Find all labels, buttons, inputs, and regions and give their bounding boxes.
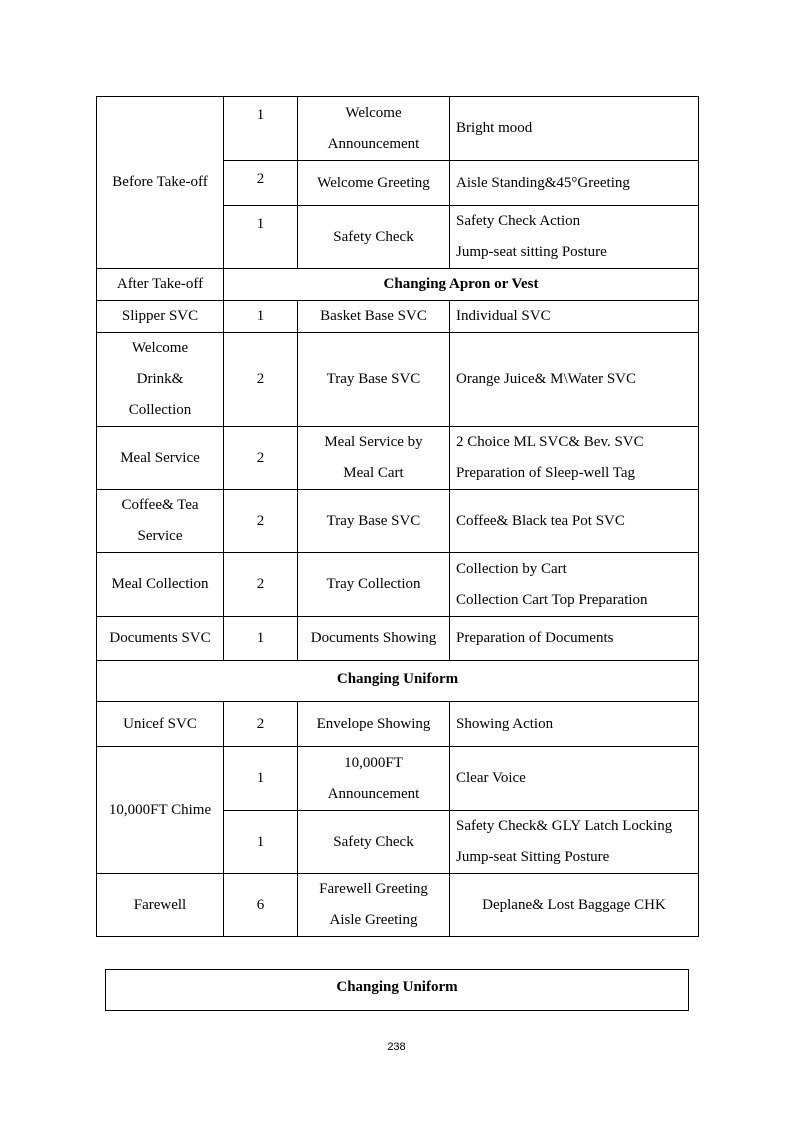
- task-cell: [298, 427, 450, 490]
- task-cell: [298, 97, 450, 161]
- count-cell: 1: [224, 617, 298, 661]
- span-cell: Changing Uniform: [97, 661, 699, 702]
- note-cell: Deplane& Lost Baggage CHK: [450, 874, 699, 937]
- phase-cell: After Take-off: [97, 269, 224, 301]
- task-line: Aisle Greeting: [329, 912, 418, 928]
- task-cell: Tray Collection: [298, 553, 450, 617]
- note-line: Jump-seat Sitting Posture: [456, 849, 610, 865]
- table-row: [97, 702, 699, 747]
- note-line: Preparation of Sleep-well Tag: [456, 465, 636, 481]
- table-row: [97, 269, 699, 301]
- note-cell: [450, 811, 699, 874]
- note-cell: Orange Juice& M\Water SVC: [450, 333, 699, 427]
- count-cell: 1: [224, 811, 298, 874]
- task-cell: Basket Base SVC: [298, 301, 450, 333]
- table-row: [97, 874, 699, 937]
- count-cell: 2: [224, 553, 298, 617]
- table-row: [97, 747, 699, 811]
- count-cell: 6: [224, 874, 298, 937]
- count-cell: 1: [224, 97, 298, 161]
- note-cell: Coffee& Black tea Pot SVC: [450, 490, 699, 553]
- task-cell: Welcome Greeting: [298, 161, 450, 206]
- phase-cell: [97, 333, 224, 427]
- phase-line: Welcome: [131, 340, 189, 356]
- count-cell: 2: [224, 702, 298, 747]
- count-cell: 1: [224, 301, 298, 333]
- note-line: Safety Check Action: [456, 213, 581, 229]
- note-cell: Preparation of Documents: [450, 617, 699, 661]
- phase-line: Collection: [128, 402, 192, 418]
- task-cell: Documents Showing: [298, 617, 450, 661]
- phase-cell: Meal Collection: [97, 553, 224, 617]
- note-cell: Showing Action: [450, 702, 699, 747]
- note-cell: [450, 206, 699, 269]
- table-row: [97, 490, 699, 553]
- task-cell: Envelope Showing: [298, 702, 450, 747]
- count-cell: 1: [224, 747, 298, 811]
- phase-line: Coffee& Tea: [121, 497, 199, 513]
- phase-cell: [97, 490, 224, 553]
- note-line: Jump-seat sitting Posture: [456, 244, 607, 260]
- table-row: [97, 97, 699, 161]
- phase-cell: Before Take-off: [97, 97, 224, 269]
- task-line: Announcement: [327, 785, 420, 802]
- count-cell: 1: [224, 206, 298, 269]
- note-line: 2 Choice ML SVC& Bev. SVC: [456, 434, 644, 450]
- count-cell: 2: [224, 161, 298, 206]
- count-cell: 2: [224, 333, 298, 427]
- note-cell: [450, 427, 699, 490]
- phase-cell: Farewell: [97, 874, 224, 937]
- task-line: Meal Service by: [324, 434, 423, 450]
- note-cell: Bright mood: [450, 97, 699, 161]
- phase-line: Drink&: [136, 371, 184, 387]
- table-row: [97, 617, 699, 661]
- phase-cell: 10,000FT Chime: [97, 747, 224, 874]
- table-row: [97, 427, 699, 490]
- phase-cell: Meal Service: [97, 427, 224, 490]
- count-cell: 2: [224, 427, 298, 490]
- task-cell: [298, 747, 450, 811]
- note-line: Safety Check& GLY Latch Locking: [456, 818, 673, 834]
- page-number: 238: [387, 1041, 406, 1053]
- task-cell: Safety Check: [298, 206, 450, 269]
- phase-cell: Unicef SVC: [97, 702, 224, 747]
- note-line: Collection by Cart: [456, 560, 567, 577]
- task-line: Welcome: [345, 104, 402, 121]
- note-cell: Individual SVC: [450, 301, 699, 333]
- task-line: Announcement: [327, 135, 420, 152]
- note-cell: Aisle Standing&45°Greeting: [450, 161, 699, 206]
- task-line: Meal Cart: [343, 465, 404, 481]
- task-line: 10,000FT: [344, 754, 403, 771]
- phase-cell: Documents SVC: [97, 617, 224, 661]
- table-row: [97, 301, 699, 333]
- task-cell: Safety Check: [298, 811, 450, 874]
- table-row: [97, 333, 699, 427]
- count-cell: 2: [224, 490, 298, 553]
- note-cell: Clear Voice: [450, 747, 699, 811]
- task-cell: [298, 874, 450, 937]
- phase-cell: Slipper SVC: [97, 301, 224, 333]
- note-line: Collection Cart Top Preparation: [456, 591, 648, 608]
- task-cell: Tray Base SVC: [298, 333, 450, 427]
- table-row: [97, 553, 699, 617]
- table-row: [97, 661, 699, 702]
- phase-line: Service: [137, 528, 183, 544]
- note-cell: [450, 553, 699, 617]
- span-cell: Changing Apron or Vest: [224, 269, 699, 301]
- service-procedure-table: [96, 96, 699, 937]
- task-cell: Tray Base SVC: [298, 490, 450, 553]
- changing-uniform-box: Changing Uniform: [105, 969, 689, 1011]
- task-line: Farewell Greeting: [319, 881, 428, 897]
